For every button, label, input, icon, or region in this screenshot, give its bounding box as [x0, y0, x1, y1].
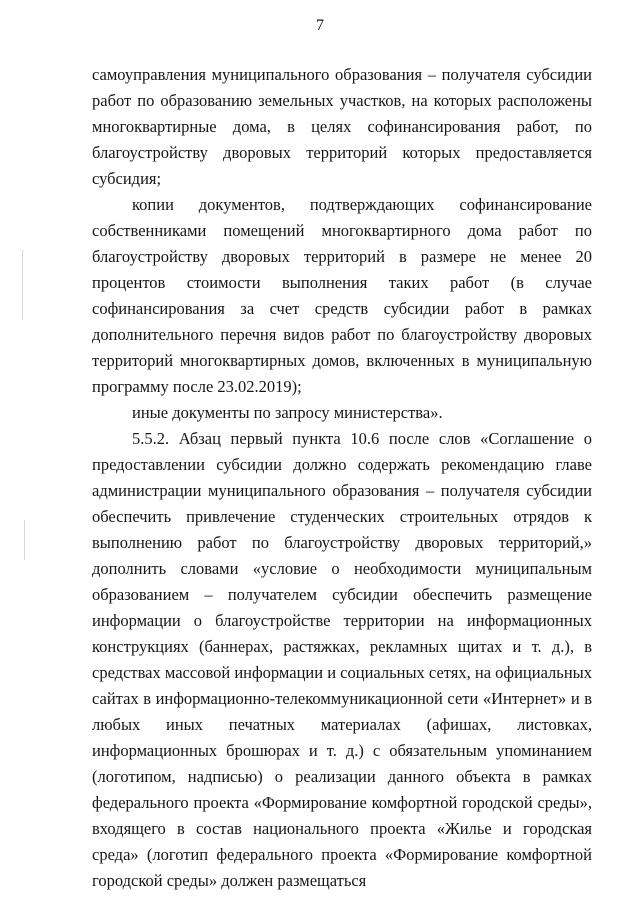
page-number: 7: [316, 17, 324, 34]
margin-mark: [22, 250, 23, 320]
paragraph-5-5-2: 5.5.2. Абзац первый пункта 10.6 после слов «Соглашение о предоставлении субсидии должно содержать рекомендацию главе администрации муниципального образования – получателя субсидии обеспечить привлечение студенческих строительных отрядов к выполнению работ по благоустройству дворовых территорий,» дополнить словами «условие о необходимости муниципальным образованием – получателем субсидии обеспечить размещение информации о благоустройстве территории на информационных конструкциях (баннерах, растяжках, рекламных щитах и т. д.), в средствах массовой информации и социальных сетях, на официальных сайтах в информационно-телекоммуникационной сети «Интернет» и в любых иных печатных материалах (афишах, листовках, информационных брошюрах и т. д.) с обязательным упоминанием (логотипом, надписью) о реализации данного объекта в рамках федерального проекта «Формирование комфортной городской среды», входящего в состав национального проекта «Жилье и городская среда» (логотип федерального проекта «Формирование комфортной городской среды» должен размещаться: [92, 429, 592, 890]
paragraph-continuation: самоуправления муниципального образования – получателя субсидии работ по образованию земельных участков, на которых расположены многоквартирные дома, в целях софинансирования работ, по благоустройству дворовых территорий которых предоставляется субсидия;: [92, 65, 592, 188]
document-body: [92, 62, 592, 894]
paragraph-copies-documents: копии документов, подтверждающих софинансирование собственниками помещений многоквартирного дома работ по благоустройству дворовых территорий в размере не менее 20 процентов стоимости выполнения таких работ (в случае софинансирования за счет средств субсидии работ в рамках дополнительного перечня видов работ по благоустройству дворовых территорий многоквартирных домов, включенных в муниципальную программу после 23.02.2019);: [92, 195, 592, 396]
margin-mark: [24, 520, 25, 560]
paragraph-other-documents: иные документы по запросу министерства».: [132, 403, 443, 422]
